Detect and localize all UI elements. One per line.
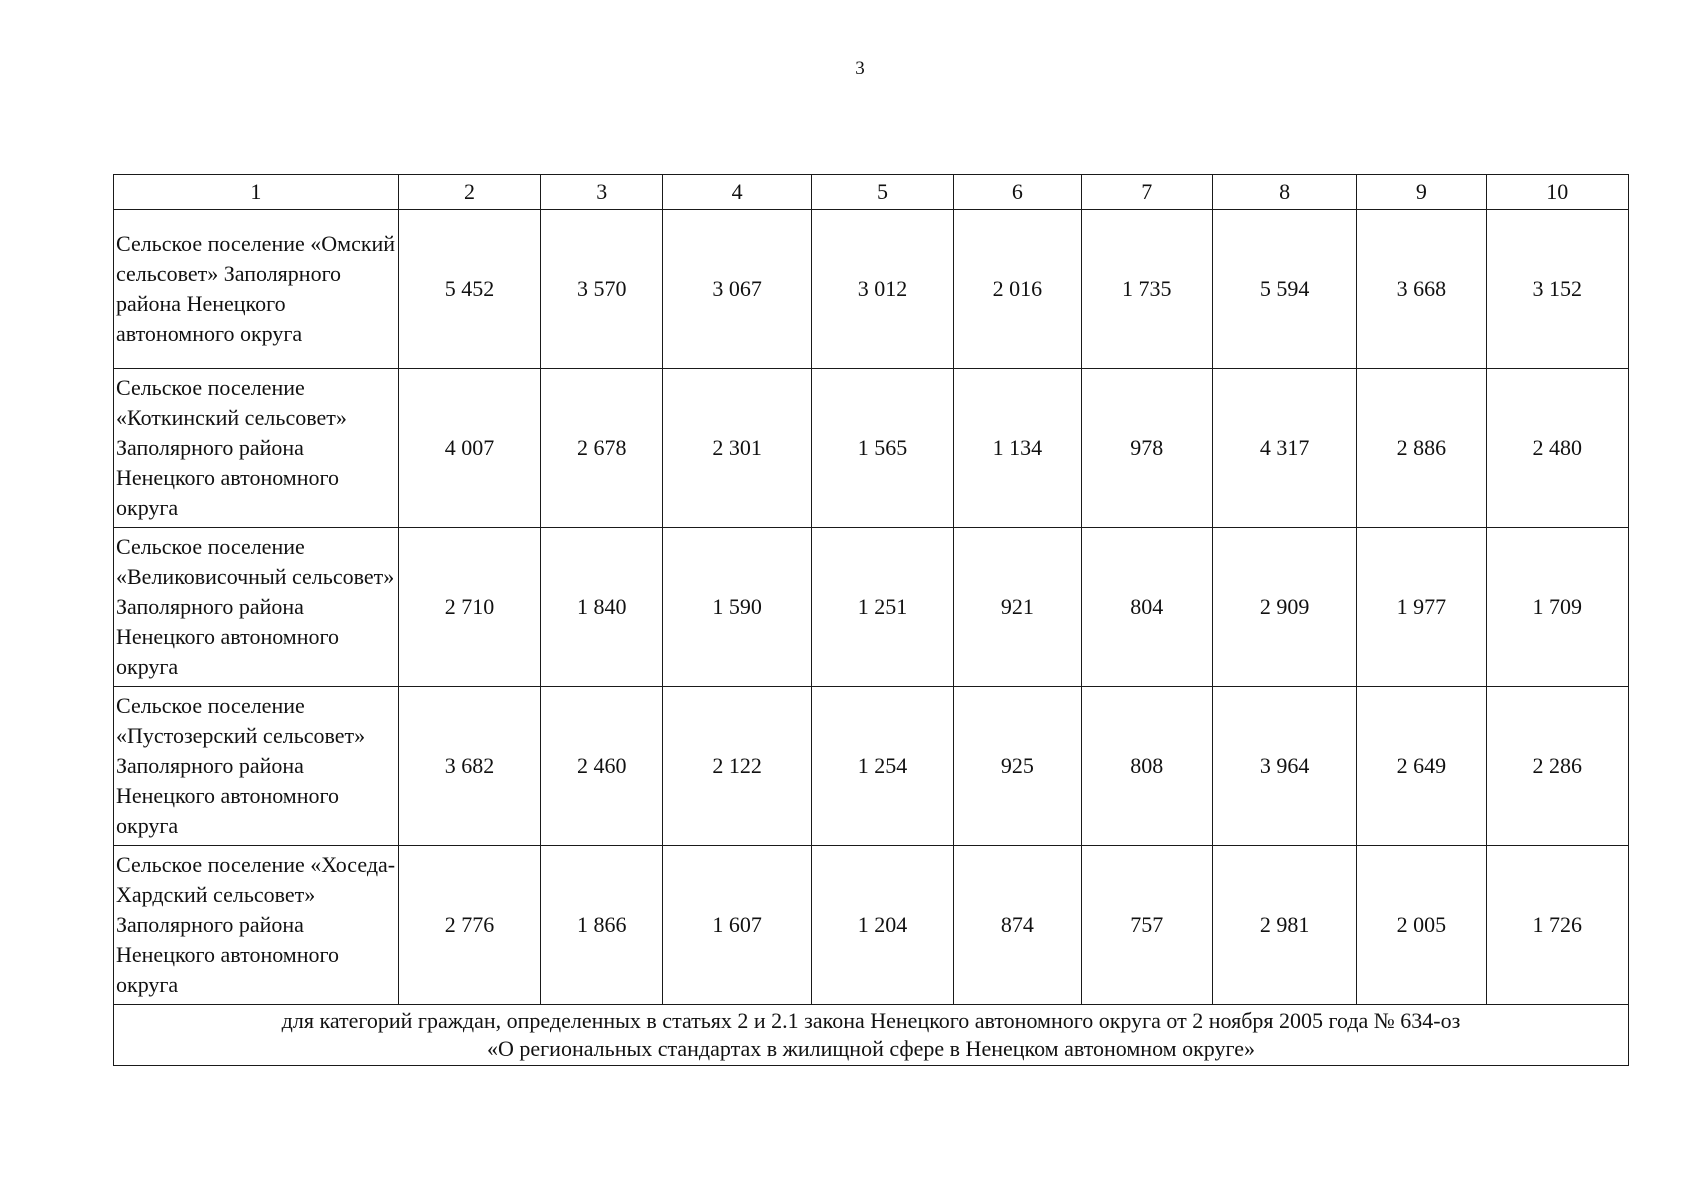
column-header: 3 — [541, 175, 663, 210]
table-cell: 1 134 — [954, 369, 1081, 528]
settlement-name: Сельское поселение «Пустозерский сельсовет» Заполярного района Ненецкого автономного округа — [114, 687, 399, 846]
table-cell: 1 840 — [541, 528, 663, 687]
table-cell: 2 909 — [1212, 528, 1356, 687]
column-header: 9 — [1357, 175, 1486, 210]
table-cell: 1 709 — [1486, 528, 1628, 687]
table-cell: 925 — [954, 687, 1081, 846]
table-cell: 1 726 — [1486, 846, 1628, 1005]
table-cell: 1 977 — [1357, 528, 1486, 687]
table-cell: 4 007 — [398, 369, 540, 528]
table-cell: 2 480 — [1486, 369, 1628, 528]
table-cell: 3 067 — [663, 210, 811, 369]
table-cell: 3 682 — [398, 687, 540, 846]
settlement-name: Сельское поселение «Коткинский сельсовет» Заполярного района Ненецкого автономного округа — [114, 369, 399, 528]
settlement-name: Сельское поселение «Хоседа-Хардский сельсовет» Заполярного района Ненецкого автономного округа — [114, 846, 399, 1005]
table-cell: 1 251 — [811, 528, 953, 687]
table-cell: 2 886 — [1357, 369, 1486, 528]
page-number: 3 — [855, 58, 865, 79]
column-header: 4 — [663, 175, 811, 210]
column-header: 5 — [811, 175, 953, 210]
column-header: 7 — [1081, 175, 1212, 210]
table-row — [114, 687, 1629, 846]
table-cell: 2 776 — [398, 846, 540, 1005]
settlement-name: Сельское поселение «Омский сельсовет» Заполярного района Ненецкого автономного округа — [114, 210, 399, 369]
table-cell: 3 152 — [1486, 210, 1628, 369]
table-cell: 2 678 — [541, 369, 663, 528]
header-row — [114, 175, 1629, 210]
data-table — [113, 174, 1629, 1066]
column-header: 2 — [398, 175, 540, 210]
table-cell: 2 981 — [1212, 846, 1356, 1005]
table-cell: 921 — [954, 528, 1081, 687]
table-cell: 5 594 — [1212, 210, 1356, 369]
table-cell: 2 122 — [663, 687, 811, 846]
footer-note-line: «О региональных стандартах в жилищной сфере в Ненецком автономном округе» — [487, 1036, 1255, 1061]
table-cell: 1 204 — [811, 846, 953, 1005]
table-cell: 1 866 — [541, 846, 663, 1005]
column-header: 1 — [114, 175, 399, 210]
table-cell: 874 — [954, 846, 1081, 1005]
table-cell: 2 710 — [398, 528, 540, 687]
table-row — [114, 528, 1629, 687]
table-cell: 804 — [1081, 528, 1212, 687]
column-header: 10 — [1486, 175, 1628, 210]
table-cell: 978 — [1081, 369, 1212, 528]
table-row — [114, 369, 1629, 528]
table-cell: 4 317 — [1212, 369, 1356, 528]
table-cell: 5 452 — [398, 210, 540, 369]
footer-note — [114, 1005, 1629, 1066]
footer-note-line: для категорий граждан, определенных в статьях 2 и 2.1 закона Ненецкого автономного округа от 2 ноября 2005 года № 634-оз — [281, 1008, 1461, 1033]
table-cell: 2 460 — [541, 687, 663, 846]
table-cell: 1 590 — [663, 528, 811, 687]
table-cell: 3 964 — [1212, 687, 1356, 846]
settlement-name: Сельское поселение «Великовисочный сельсовет» Заполярного района Ненецкого автономного округа — [114, 528, 399, 687]
table-cell: 3 012 — [811, 210, 953, 369]
table-cell: 808 — [1081, 687, 1212, 846]
table-cell: 1 565 — [811, 369, 953, 528]
table-cell: 757 — [1081, 846, 1212, 1005]
table-cell: 1 254 — [811, 687, 953, 846]
table-cell: 2 016 — [954, 210, 1081, 369]
column-header: 8 — [1212, 175, 1356, 210]
table-cell: 2 286 — [1486, 687, 1628, 846]
table-cell: 1 607 — [663, 846, 811, 1005]
table-cell: 2 301 — [663, 369, 811, 528]
table-cell: 3 570 — [541, 210, 663, 369]
footer-row — [114, 1005, 1629, 1066]
table-cell: 2 649 — [1357, 687, 1486, 846]
column-header: 6 — [954, 175, 1081, 210]
table-row — [114, 846, 1629, 1005]
table-cell: 3 668 — [1357, 210, 1486, 369]
table-cell: 1 735 — [1081, 210, 1212, 369]
table-cell: 2 005 — [1357, 846, 1486, 1005]
table-row — [114, 210, 1629, 369]
